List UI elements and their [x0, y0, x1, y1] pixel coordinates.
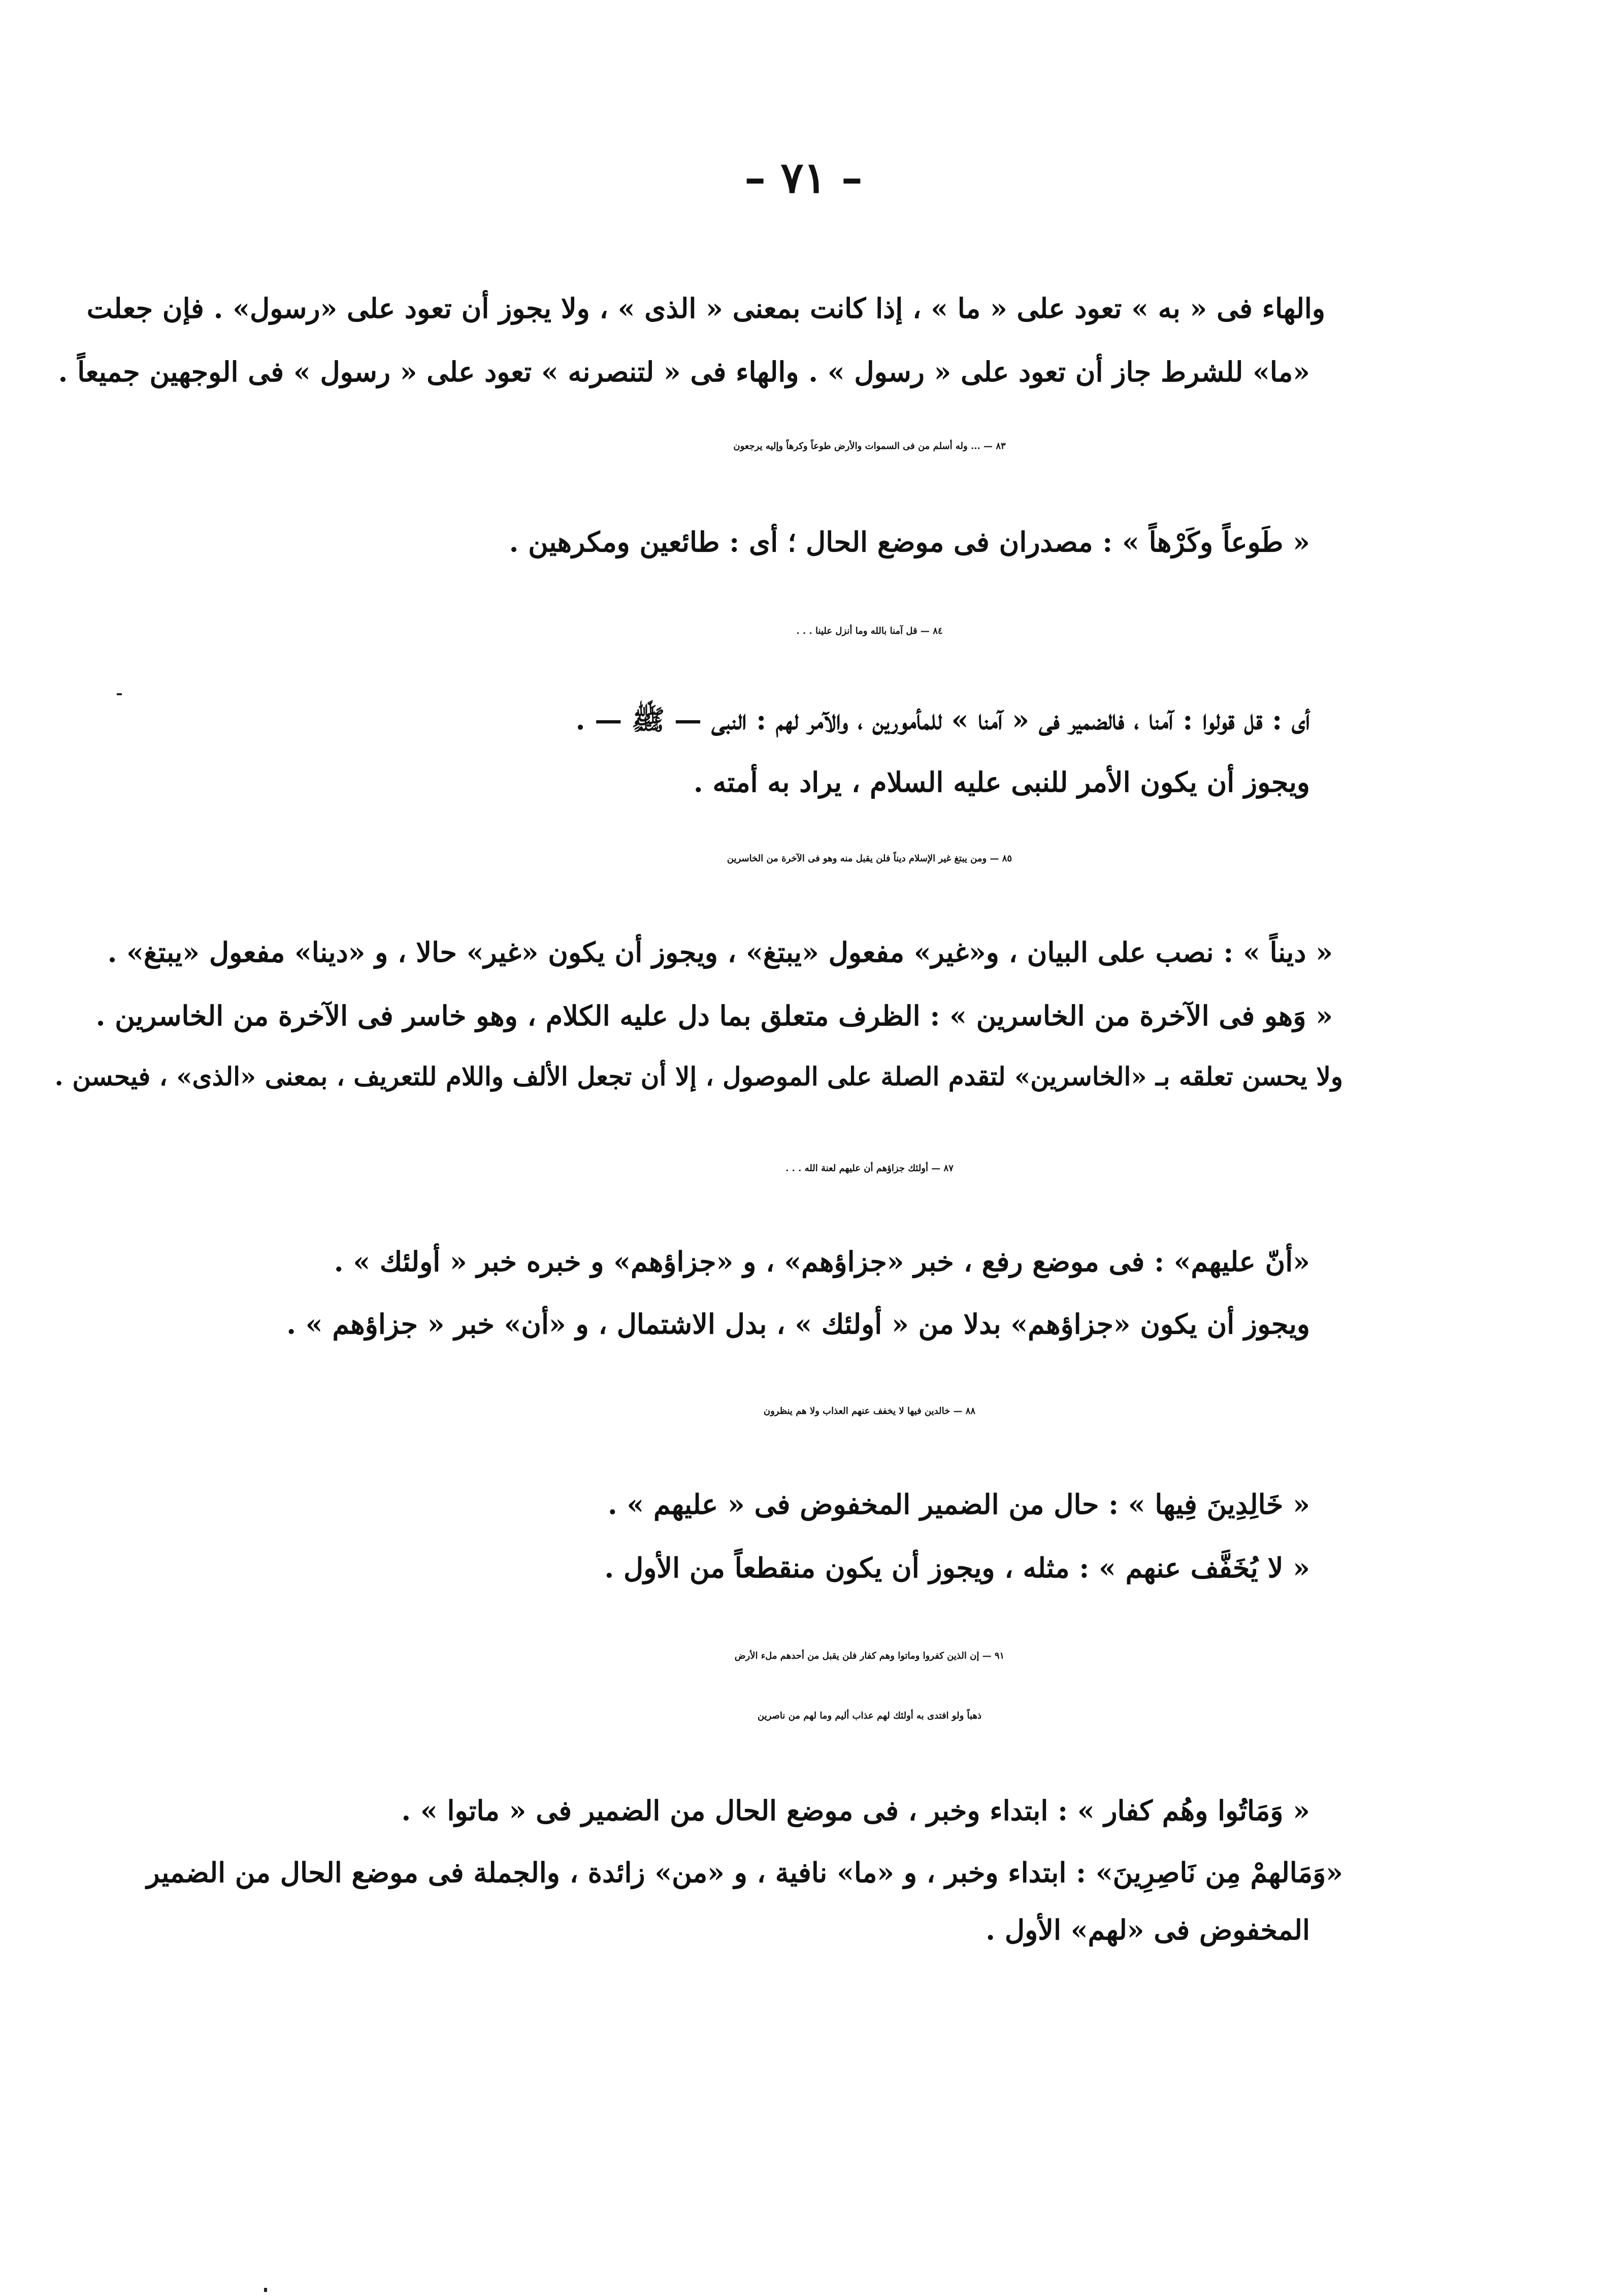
- verse-line: ٨٧ — أولئك جزاؤهم أن عليهم لعنة الله . . .: [785, 1163, 954, 1174]
- verse-line: ذهباً ولو افتدى به أولئك لهم عذاب أليم وما لهم من ناصرين: [758, 1710, 981, 1721]
- verse-line: ٨٣ — ... وله أسلم من فى السموات والأرض طوعاً وكرهاً وإليه يرجعون: [733, 441, 1006, 451]
- commentary-line: « وَمَاتُوا وهُم كفار » : ابتداء وخبر ، فى موضع الحال من الضمير فى « ماتوا » .: [401, 1794, 1310, 1827]
- commentary-line: والهاء فى « به » تعود على « ما » ، إذا كانت بمعنى « الذى » ، ولا يجوز أن تعود على «رسول» . فإن جعلت: [86, 292, 1325, 325]
- verse-line: ٩١ — إن الذين كفروا وماتوا وهم كفار فلن يقبل من أحدهم ملء الأرض: [734, 1651, 1005, 1661]
- commentary-line: « ديناً » : نصب على البيان ، و«غير» مفعول «يبتغ» ، ويجوز أن يكون «غير» حالا ، و «دينا» مفعول «يبتغ» .: [107, 936, 1333, 968]
- commentary-line: « وَهو فى الآخرة من الخاسرين » : الظرف متعلق بما دل عليه الكلام ، وهو خاسر فى الآخرة من الخاسرين .: [95, 999, 1333, 1032]
- commentary-line: ولا يحسن تعلقه بـ «الخاسرين» لتقدم الصلة على الموصول ، إلا أن تجعل الألف واللام للتعريف ، بمعنى «الذى» ، فيحسن .: [54, 1061, 1343, 1091]
- commentary-line: أى : قل قولوا : آمنا ، فالضمير فى « آمنا » للمأمورين ، والآمر لهم : النبى — ﷺ — .: [575, 703, 1310, 736]
- speck-mark: [117, 693, 122, 695]
- page-number: – ٧١ –: [744, 152, 863, 203]
- commentary-line: ويجوز أن يكون «جزاؤهم» بدلا من « أولئك » ، بدل الاشتمال ، و «أن» خبر « جزاؤهم » .: [286, 1308, 1310, 1340]
- commentary-line: « خَالِدِينَ فِيها » : حال من الضمير المخفوض فى « عليهم » .: [607, 1488, 1310, 1521]
- commentary-line: « لا يُخَفَّف عنهم » : مثله ، ويجوز أن يكون منقطعاً من الأول .: [604, 1551, 1310, 1584]
- commentary-line: «أنّ عليهم» : فى موضع رفع ، خبر «جزاؤهم» ، و «جزاؤهم» و خبره خبر « أولئك » .: [334, 1245, 1310, 1278]
- verse-line: ٨٤ — قل آمنا بالله وما أنزل علينا . . .: [796, 626, 943, 636]
- commentary-line: ويجوز أن يكون الأمر للنبى عليه السلام ، يراد به أمته .: [693, 766, 1310, 798]
- commentary-line: المخفوض فى «لهم» الأول .: [986, 1914, 1310, 1946]
- commentary-line: «وَمَالهمْ مِن نَاصِرِينَ» : ابتداء وخبر ، و «ما» نافية ، و «من» زائدة ، والجملة فى موضع الحال من الضمير: [146, 1856, 1343, 1889]
- commentary-line: «ما» للشرط جاز أن تعود على « رسول » . والهاء فى « لتنصرنه » تعود على « رسول » فى الوجهين جميعاً .: [58, 355, 1310, 388]
- verse-line: ٨٨ — خالدين فيها لا يخفف عنهم العذاب ولا هم ينظرون: [763, 1406, 976, 1416]
- speck-mark: [264, 2288, 267, 2292]
- verse-line: ٨٥ — ومن يبتغ غير الإسلام ديناً فلن يقبل منه وهو فى الآخرة من الخاسرين: [727, 853, 1012, 864]
- commentary-line: « طَوعاً وكَرْهاً » : مصدران فى موضع الحال ؛ أى : طائعين ومكرهين .: [509, 526, 1310, 558]
